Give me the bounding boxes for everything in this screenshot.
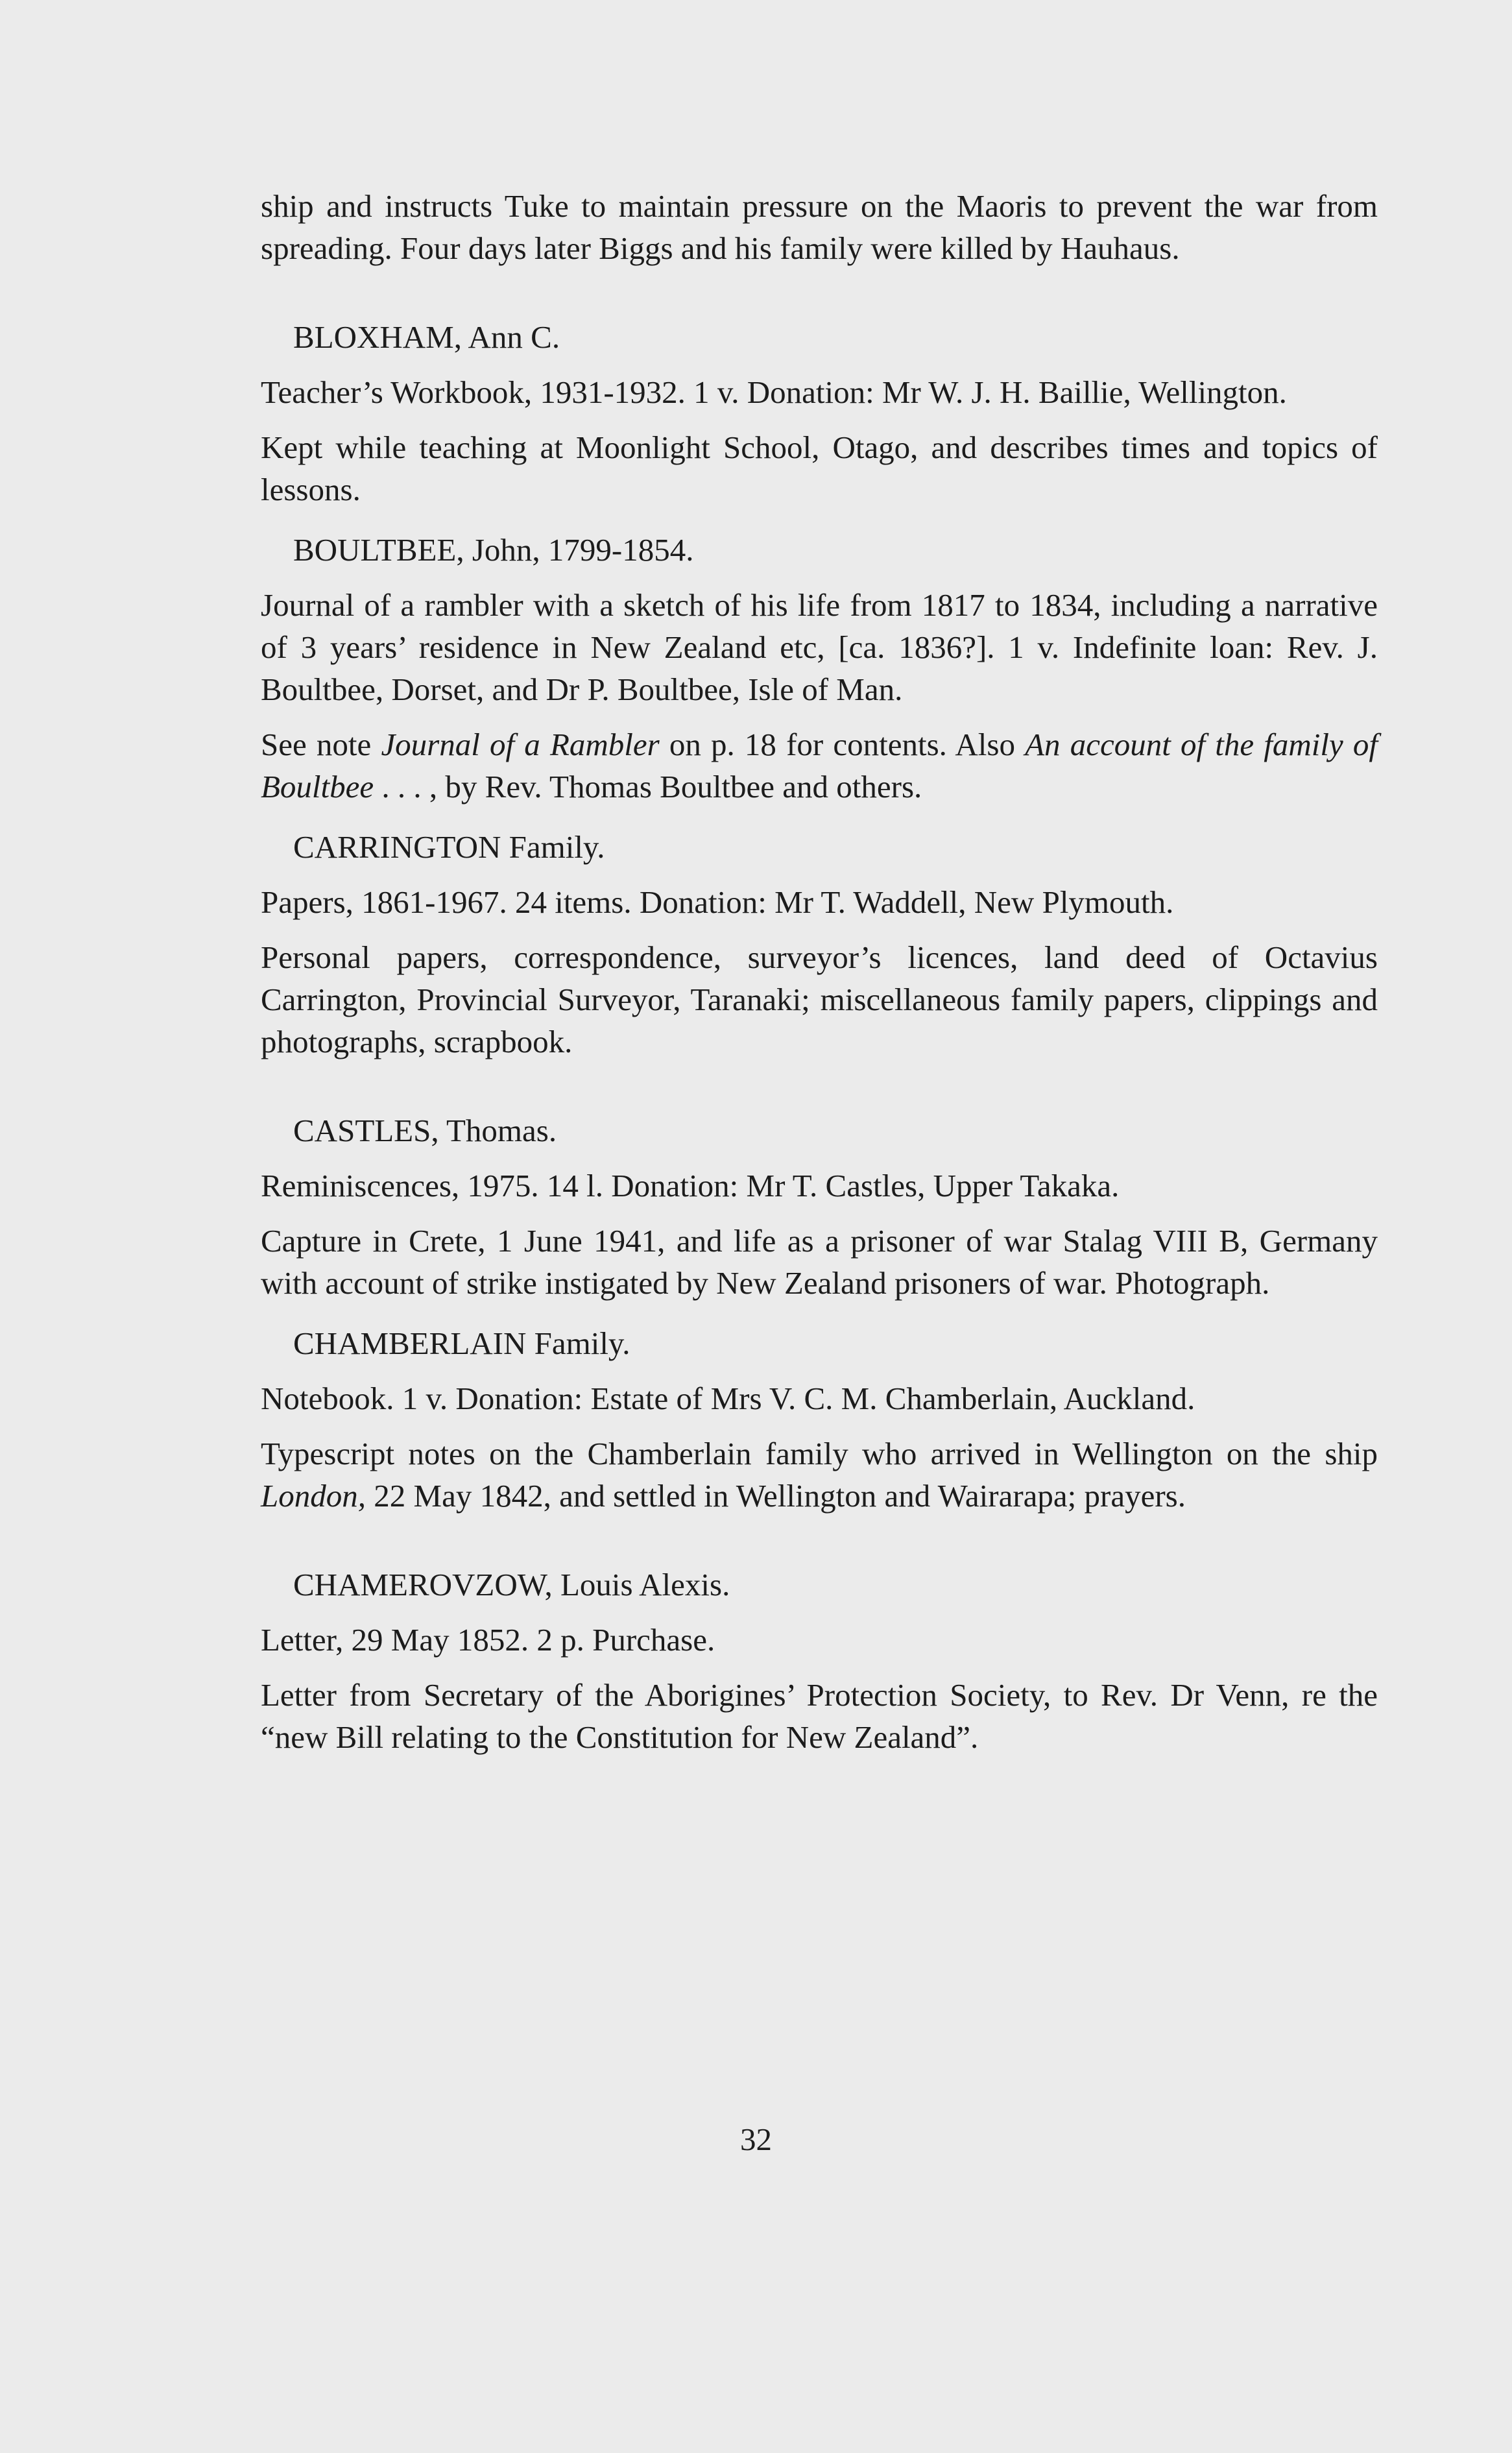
catalog-entry-carrington: [261, 826, 1378, 1063]
catalog-entry-castles: [261, 1109, 1378, 1304]
entry-heading: CASTLES, Thomas.: [293, 1113, 557, 1148]
page-number: 32: [740, 2121, 772, 2157]
catalog-entry-chamberlain: [261, 1322, 1378, 1517]
entry-heading: BOULTBEE, John, 1799-1854.: [293, 532, 694, 568]
catalog-entry-chamerovzow: [261, 1564, 1378, 1758]
entry-heading: CHAMBERLAIN Family.: [293, 1325, 630, 1361]
entry-detail: Notebook. 1 v. Donation: Estate of Mrs V. C. M. Chamberlain, Auckland.: [261, 1381, 1195, 1416]
entry-description: Personal papers, correspondence, surveyor’s licences, land deed of Octavius Carrington, Provincial Surveyor, Taranaki; miscellaneous family papers, clippings and photographs, scrapbook.: [261, 939, 1378, 1059]
entry-heading: CARRINGTON Family.: [293, 829, 605, 865]
entry-heading: BLOXHAM, Ann C.: [293, 319, 560, 355]
page-body: [261, 185, 1378, 1758]
entry-detail: Letter, 29 May 1852. 2 p. Purchase.: [261, 1622, 715, 1658]
entry-detail: Teacher’s Workbook, 1931-1932. 1 v. Donation: Mr W. J. H. Baillie, Wellington.: [261, 374, 1287, 410]
entry-description: Letter from Secretary of the Aborigines’ Protection Society, to Rev. Dr Venn, re the “new Bill relating to the Constitution for New Zealand”.: [261, 1677, 1378, 1755]
entry-detail: Papers, 1861-1967. 24 items. Donation: Mr T. Waddell, New Plymouth.: [261, 884, 1174, 920]
entry-heading: CHAMEROVZOW, Louis Alexis.: [293, 1567, 730, 1602]
entry-description: Capture in Crete, 1 June 1941, and life as a prisoner of war Stalag VIII B, Germany with account of strike instigated by New Zealand prisoners of war. Photograph.: [261, 1223, 1378, 1301]
intro-paragraph: ship and instructs Tuke to maintain pressure on the Maoris to prevent the war from spreading. Four days later Biggs and his family were killed by Hauhaus.: [261, 188, 1378, 266]
entry-description: See note Journal of a Rambler on p. 18 for contents. Also An account of the family of Boultbee . . . , by Rev. Thomas Boultbee and others.: [261, 727, 1378, 804]
catalog-entry-bloxham: [261, 316, 1378, 511]
entry-detail: Journal of a rambler with a sketch of his life from 1817 to 1834, including a narrative of 3 years’ residence in New Zealand etc, [ca. 1836?]. 1 v. Indefinite loan: Rev. J. Boultbee, Dorset, and Dr P. Boultbee, Isle of Man.: [261, 587, 1378, 707]
entry-description: Kept while teaching at Moonlight School, Otago, and describes times and topics of lessons.: [261, 429, 1378, 507]
entry-detail: Reminiscences, 1975. 14 l. Donation: Mr T. Castles, Upper Takaka.: [261, 1168, 1120, 1203]
entry-description: Typescript notes on the Chamberlain family who arrived in Wellington on the ship London, 22 May 1842, and settled in Wellington and Wairarapa; prayers.: [261, 1436, 1378, 1514]
catalog-entry-boultbee: [261, 529, 1378, 808]
